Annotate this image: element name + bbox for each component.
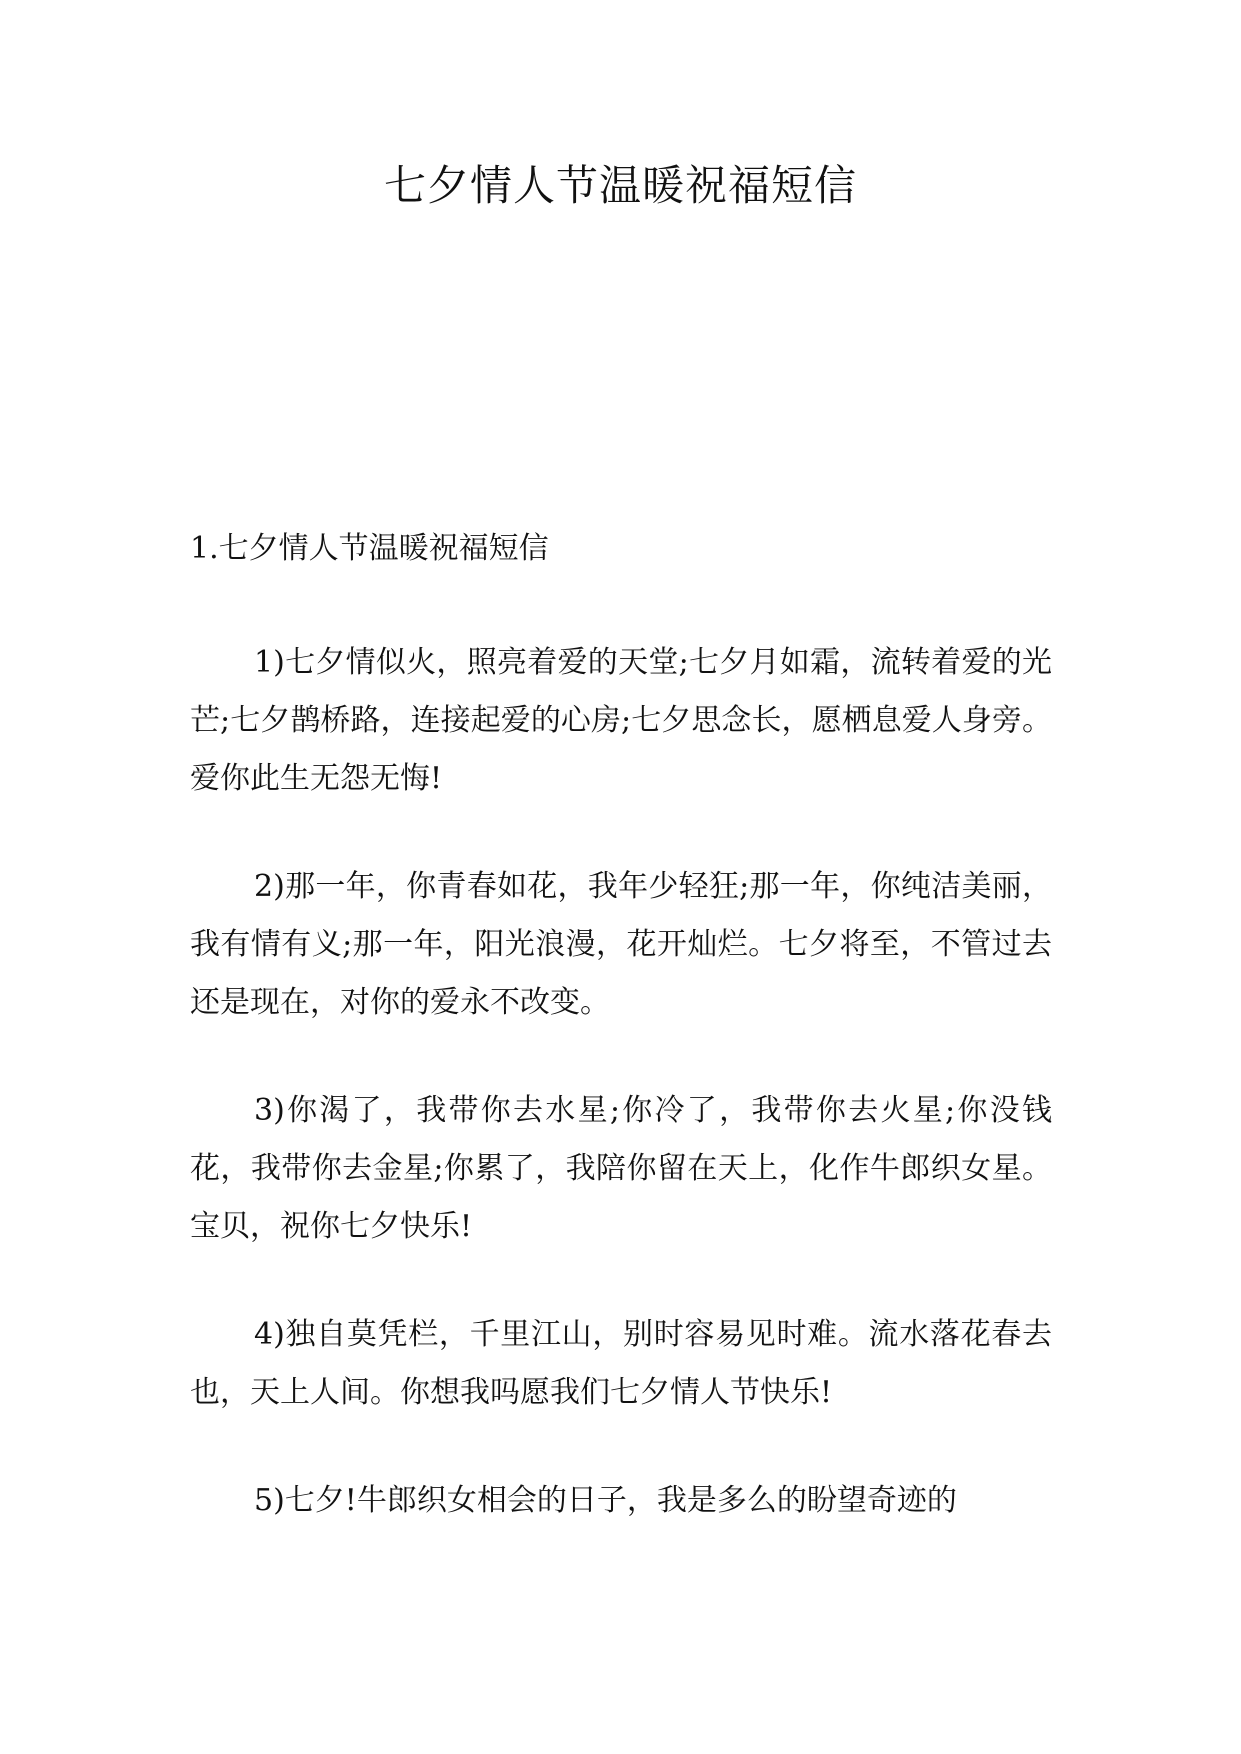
paragraph-1: 1)七夕情似火，照亮着爱的天堂;七夕月如霜，流转着爱的光芒;七夕鹊桥路，连接起爱的心房;七夕思念长，愿栖息爱人身旁。爱你此生无怨无悔!: [190, 645, 1052, 796]
document-title: 七夕情人节温暖祝福短信: [383, 161, 857, 210]
document-body: [190, 520, 1052, 1530]
paragraph-2: 2)那一年，你青春如花，我年少轻狂;那一年，你纯洁美丽，我有情有义;那一年，阳光浪漫，花开灿烂。七夕将至，不管过去还是现在，对你的爱永不改变。: [190, 869, 1052, 1020]
section-heading: 1.七夕情人节温暖祝福短信: [190, 531, 549, 566]
paragraph-4: 4)独自莫凭栏，千里江山，别时容易见时难。流水落花春去也，天上人间。你想我吗愿我们七夕情人节快乐!: [190, 1317, 1052, 1410]
paragraph-5: 5)七夕!牛郎织女相会的日子，我是多么的盼望奇迹的: [254, 1483, 957, 1518]
paragraph-3: 3)你渴了，我带你去水星;你冷了，我带你去火星;你没钱花，我带你去金星;你累了，我陪你留在天上，化作牛郎织女星。宝贝，祝你七夕快乐!: [190, 1093, 1052, 1244]
